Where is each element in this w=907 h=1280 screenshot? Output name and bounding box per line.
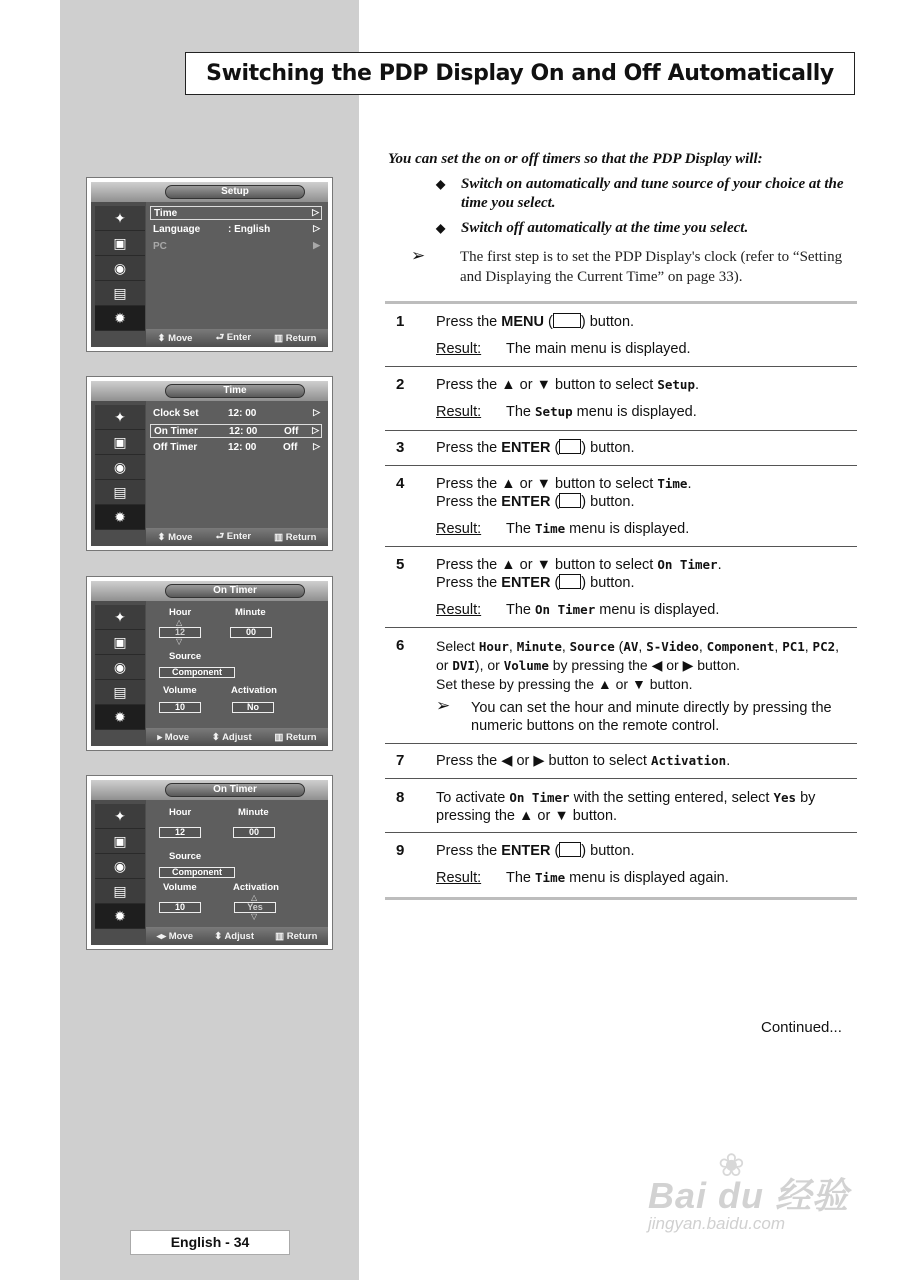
hour-label: Hour (169, 607, 192, 618)
volume-label: Volume (163, 685, 197, 696)
continued-text: Continued... (761, 1019, 842, 1036)
up-arrow-icon: △ (251, 893, 258, 902)
activation-field[interactable]: Yes (234, 902, 276, 913)
hour-field[interactable]: 12 (159, 627, 201, 638)
antenna-icon: ✦ (95, 804, 145, 829)
screen-title: On Timer (165, 783, 305, 797)
watermark (648, 1147, 858, 1250)
menu-row-off-timer[interactable]: Off Timer 12: 00 Off ▷ (153, 441, 320, 453)
intro-bullet: ◆ Switch off automatically at the time you select. (436, 220, 749, 236)
setup-gear-icon: ✹ (95, 306, 145, 331)
screen-title: On Timer (165, 584, 305, 598)
picture-icon: ▣ (95, 231, 145, 256)
step-3: 3 Press the ENTER ( ) button. (396, 439, 635, 456)
screen-title: Time (165, 384, 305, 398)
channel-icon: ▤ (95, 680, 145, 705)
sound-icon: ◉ (95, 655, 145, 680)
intro-bullet: ◆ Switch on automatically and tune source of your choice at the time you select. (436, 176, 844, 211)
antenna-icon: ✦ (95, 605, 145, 630)
channel-icon: ▤ (95, 281, 145, 306)
hour-label: Hour (169, 807, 192, 818)
menu-row-clock-set[interactable]: Clock Set 12: 00 ▷ (153, 407, 320, 419)
divider (385, 366, 857, 367)
screen-footer: ⬍ Move ⮐ Enter ▥ Return (146, 329, 328, 347)
menu-icon-column (91, 401, 146, 546)
divider (385, 627, 857, 628)
setup-gear-icon: ✹ (95, 904, 145, 929)
picture-icon: ▣ (95, 829, 145, 854)
step-1: 1 Press the MENU ( ) button. Result: The main menu is displayed. (396, 313, 691, 357)
step-7: 7 Press the ◀ or ▶ button to select Activation. (396, 752, 731, 769)
divider (385, 301, 857, 304)
menu-icon-column (91, 202, 146, 347)
divider (385, 778, 857, 779)
activation-label: Activation (233, 882, 279, 893)
picture-icon: ▣ (95, 430, 145, 455)
step-8: 8 To activate On Timer with the setting entered, select Yes by pressing the ▲ or ▼ button. (396, 789, 816, 824)
intro-lead: You can set the on or off timers so that the PDP Display will: (388, 151, 763, 167)
source-label: Source (169, 851, 202, 862)
step-9: 9 Press the ENTER ( ) button. Result: The Time menu is displayed again. (396, 842, 729, 886)
on-timer-screen-1 (86, 576, 333, 751)
antenna-icon: ✦ (95, 206, 145, 231)
step-4: 4 Press the ▲ or ▼ button to select Time. Press the ENTER ( ) button. Result: The Time menu is displayed. (396, 475, 692, 537)
sound-icon: ◉ (95, 256, 145, 281)
step-5: 5 Press the ▲ or ▼ button to select On Timer. Press the ENTER ( ) button. Result: The On Timer menu is displayed. (396, 556, 722, 618)
setup-gear-icon: ✹ (95, 705, 145, 730)
hour-field[interactable]: 12 (159, 827, 201, 838)
channel-icon: ▤ (95, 879, 145, 904)
note-arrow-icon: ➢ (411, 246, 426, 265)
source-field[interactable]: Component (159, 667, 235, 678)
menu-row-time[interactable]: Time ▷ (150, 206, 322, 220)
intro-note: The first step is to set the PDP Display's clock (refer to “Setting and Displaying the Current Time” on page 33). (460, 249, 843, 285)
note-arrow-icon: ➢ (436, 696, 451, 715)
minute-label: Minute (235, 607, 266, 618)
menu-row-pc: PC ▶ (153, 240, 320, 252)
watermark-brand: Bai du 经验 (648, 1175, 850, 1216)
divider (385, 832, 857, 833)
page-title: Switching the PDP Display On and Off Automatically (206, 61, 834, 86)
page-number: English - 34 (130, 1230, 290, 1255)
antenna-icon: ✦ (95, 405, 145, 430)
setup-gear-icon: ✹ (95, 505, 145, 530)
sound-icon: ◉ (95, 854, 145, 879)
menu-icon-column (91, 601, 146, 746)
divider (385, 897, 857, 900)
on-timer-screen-2 (86, 775, 333, 950)
volume-label: Volume (163, 882, 197, 893)
setup-menu-screen (86, 177, 333, 352)
divider (385, 743, 857, 744)
divider (385, 465, 857, 466)
screen-footer: ◂▸ Move ⬍ Adjust ▥ Return (146, 927, 328, 945)
minute-field[interactable]: 00 (233, 827, 275, 838)
channel-icon: ▤ (95, 480, 145, 505)
screen-title: Setup (165, 185, 305, 199)
diamond-bullet-icon: ◆ (436, 177, 446, 191)
step-2: 2 Press the ▲ or ▼ button to select Setup. Result: The Setup menu is displayed. (396, 376, 700, 420)
divider (385, 546, 857, 547)
picture-icon: ▣ (95, 630, 145, 655)
screen-footer: ⬍ Move ⮐ Enter ▥ Return (146, 528, 328, 546)
activation-label: Activation (231, 685, 277, 696)
sound-icon: ◉ (95, 455, 145, 480)
menu-row-on-timer[interactable]: On Timer 12: 00 Off ▷ (150, 424, 322, 438)
minute-label: Minute (238, 807, 269, 818)
menu-row-language[interactable]: Language : English ▷ (153, 223, 320, 235)
watermark-url: jingyan.baidu.com (648, 1214, 786, 1233)
paw-icon: ❀ (718, 1147, 745, 1183)
down-arrow-icon: ▽ (251, 912, 258, 921)
volume-field[interactable]: 10 (159, 702, 201, 713)
page-title-box (185, 52, 855, 95)
down-arrow-icon: ▽ (176, 637, 183, 646)
screen-footer: ▸ Move ⬍ Adjust ▥ Return (146, 728, 328, 746)
time-menu-screen (86, 376, 333, 551)
diamond-bullet-icon: ◆ (436, 221, 446, 235)
minute-field[interactable]: 00 (230, 627, 272, 638)
volume-field[interactable]: 10 (159, 902, 201, 913)
source-field[interactable]: Component (159, 867, 235, 878)
source-label: Source (169, 651, 202, 662)
activation-field[interactable]: No (232, 702, 274, 713)
menu-icon-column (91, 800, 146, 945)
step-6: 6 Select Hour, Minute, Source (AV, S-Video, Component, PC1, PC2, or DVI), or Volume by pressing the ◀ or ▶ button. Set these by pressing the ▲ or ▼ button. ➢ You can set the hour and minute directly by pressing the numeric buttons on the remote control. (396, 637, 840, 734)
divider (385, 430, 857, 431)
up-arrow-icon: △ (176, 618, 183, 627)
